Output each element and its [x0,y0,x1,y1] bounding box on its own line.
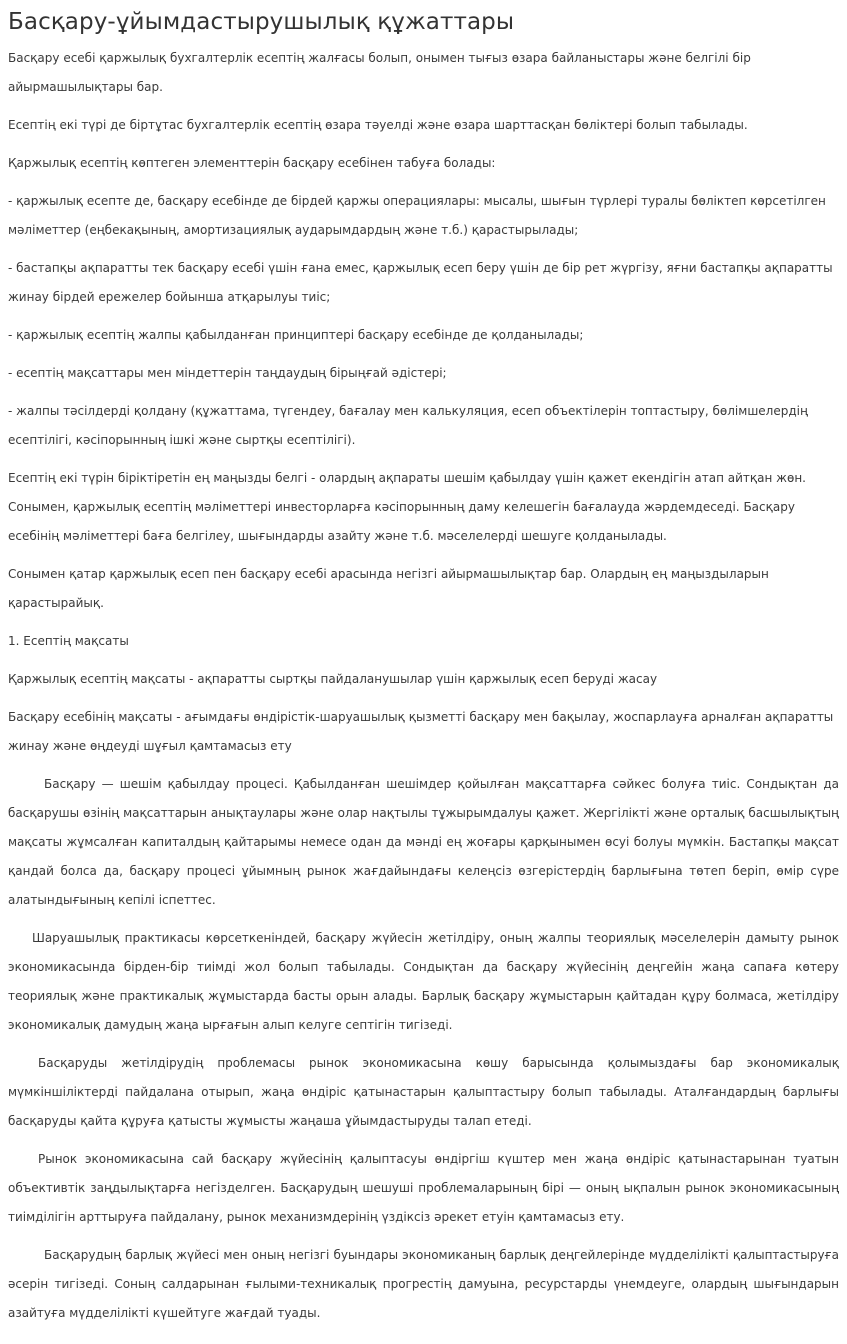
paragraph: Қаржылық есептің көптеген элементтерін басқару есебінен табуға болады: [8,156,496,170]
list-item: - есептің мақсаттары мен міндеттерін таңдаудың бірыңғай әдістері; [8,366,447,380]
paragraph: Есептің екі түрі де біртұтас бухгалтерлік есептің өзара тәуелді және өзара шарттасқан бөліктері болып табылады. [8,118,748,132]
paragraph: Басқарудың барлық жүйесі мен оның негізгі буындары экономиканың барлық деңгейлерінде мүдделілікті қалыптастыруға әсерін тигізеді. Соның салдарынан ғылыми-техникалық прогрестің дамуына, ресурстарды үнемдеуге, олардың шығындарын азайтуға мүдделілікті күшейтуге жағдай туады. [8,1248,839,1320]
paragraph: Басқаруды жетілдірудің проблемасы рынок экономикасына көшу барысында қолымыздағы бар экономикалық мүмкіншіліктерді пайдалана отырып, жаңа өндіріс қатынастарын қалыптастыру болып табылады. Аталғандардың барлығы басқаруды қайта құруға қатысты жұмысты жаңаша ұйымдастыруды талап етеді. [8,1056,839,1128]
paragraph: Есептің екі түрін біріктіретін ең маңызды белгі - олардың ақпараты шешім қабылдау үшін қажет екендігін атап айтқан жөн. Сонымен, қаржылық есептің мәліметтері инвесторларға кәсіпорынның даму келешегін бағалауда жәрдемдеседі. Басқару есебінің мәліметтері баға белгілеу, шығындарды азайту және т.б. мәселелерді шешуге қолданылады. [8,471,806,543]
paragraph: Рынок экономикасына сай басқару жүйесінің қалыптасуы өндіргіш күштер мен жаңа өндіріс қатынастарынан туатын объективтік заңдылықтарға негізделген. Басқарудың шешуші проблемаларының бірі — оның ықпалын рынок экономикасының тиімділігін арттыруға пайдалану, рынок механизмдерінің үздіксіз әрекет етуін қамтамасыз ету. [8,1152,839,1224]
list-item: - жалпы тәсілдерді қолдану (құжаттама, түгендеу, бағалау мен калькуляция, есеп объектілерін топтастыру, бөлімшелердің есептілігі, кәсіпорынның ішкі және сыртқы есептілігі). [8,404,808,447]
list-item: - бастапқы ақпаратты тек басқару есебі үшін ғана емес, қаржылық есеп беру үшін де бір рет жүргізу, яғни бастапқы ақпаратты жинау бірдей ережелер бойынша атқарылуы тиіс; [8,261,833,304]
paragraph: Басқару есебінің мақсаты - ағымдағы өндірістік-шаруашылық қызметті басқару мен бақылау, жоспарлауға арналған ақпаратты жинау және өңдеуді шұғыл қамтамасыз ету [8,710,834,753]
paragraph: Басқару — шешім қабылдау процесі. Қабылданған шешімдер қойылған мақсаттарға сәйкес болуға тиіс. Сондықтан да басқарушы өзінің мақсаттарын анықтаулары және олар нақтылы тұжырымдалуы қажет. Жергілікті және орталық басшылықтың мақсаты жұмсалған капиталдың қайтарымы немесе одан да мәнді ең жоғары қарқынымен өсуі болуы мүмкін. Бастапқы мақсат қандай болса да, басқару процесі ұйымның рынок жағдайындағы келеңсіз өзгерістердің барлығына төтеп беріп, өмір сүре алатындығының кепілі іспеттес. [8,777,839,907]
section-heading: 1. Есептің мақсаты [8,634,129,648]
paragraph: Сонымен қатар қаржылық есеп пен басқару есебі арасында негізгі айырмашылықтар бар. Олардың ең маңыздыларын қарастырайық. [8,567,769,610]
list-item: - қаржылық есептің жалпы қабылданған принциптері басқару есебінде де қолданылады; [8,328,584,342]
list-item: - қаржылық есепте де, басқару есебінде де бірдей қаржы операциялары: мысалы, шығын түрлері туралы бөліктеп көрсетілген мәліметтер (еңбекақының, амортизациялық аударымдардың және т.б.) қарастырылады; [8,194,826,237]
paragraph: Қаржылық есептің мақсаты - ақпаратты сыртқы пайдаланушылар үшін қаржылық есеп беруді жасау [8,672,658,686]
page-title: Басқару-ұйымдастырушылық құжаттары [8,9,515,35]
paragraph: Басқару есебі қаржылық бухгалтерлік есептің жалғасы болып, онымен тығыз өзара байланыстары және белгілі бір айырмашылықтары бар. [8,51,751,94]
paragraph: Шаруашылық практикасы көрсеткеніндей, басқару жүйесін жетілдіру, оның жалпы теориялық мәселелерін дамыту рынок экономикасында бірден-бір тиімді жол болып табылады. Сондықтан да басқару жүйесінің деңгейін жаңа сапаға көтеру теориялық және практикалық жұмыстарда басты орын алады. Барлық басқару жұмыстарын қайтадан құру болмаса, жетілдіру экономикалық дамудың жаңа ырғағын алып келуге септігін тигізеді. [8,931,839,1032]
